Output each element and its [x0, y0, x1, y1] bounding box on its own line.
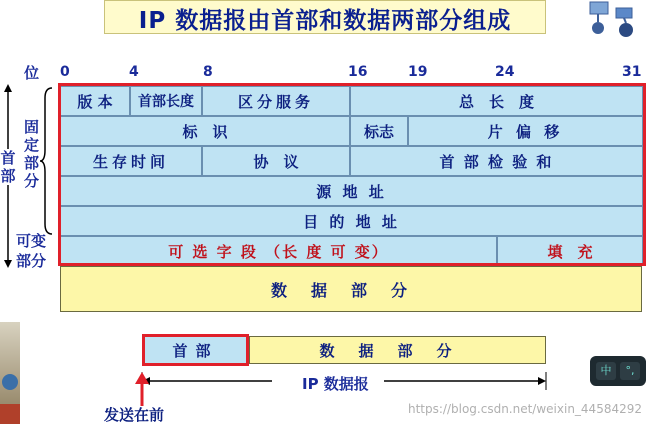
header-side-label: 首部 — [0, 149, 16, 185]
diagram-title: IP 数据报由首部和数据两部分组成 — [138, 8, 512, 34]
bit-axis-label: 位 — [24, 64, 40, 82]
bit-tick: 0 — [60, 64, 70, 80]
variable-part-label-line1: 可变 — [16, 232, 47, 250]
video-thumbnail — [0, 322, 20, 424]
packet-data: 数据部分 — [249, 336, 546, 364]
send-first-arrow — [134, 372, 150, 406]
field-fragment-offset: 片 偏 移 — [408, 116, 643, 146]
field-source-address: 源 地 址 — [60, 176, 643, 206]
field-version: 版 本 — [60, 86, 130, 116]
field-destination-address: 目 的 地 址 — [60, 206, 643, 236]
fixed-part-label: 固定部分 — [24, 118, 40, 190]
field-header-checksum: 首 部 检 验 和 — [350, 146, 643, 176]
packet-label: IP 数据报 — [298, 373, 373, 394]
network-icon — [578, 0, 646, 42]
field-ttl: 生存时间 — [60, 146, 202, 176]
packet-header: 首部 — [142, 334, 249, 366]
header-frame — [58, 83, 646, 266]
bit-tick: 16 — [348, 64, 368, 80]
watermark: https://blog.csdn.net/weixin_44584292 — [407, 402, 642, 416]
send-first-label: 发送在前 — [104, 406, 165, 424]
data-part: 数据部分 — [60, 266, 642, 312]
bit-tick: 8 — [203, 64, 213, 80]
chinese-mode-icon[interactable]: 中 — [596, 362, 616, 380]
field-diffserv: 区分服务 — [202, 86, 350, 116]
bit-tick: 4 — [129, 64, 139, 80]
field-header-length: 首部长度 — [130, 86, 202, 116]
input-method-toolbar[interactable] — [590, 356, 646, 386]
field-protocol: 协 议 — [202, 146, 350, 176]
field-identification: 标 识 — [60, 116, 350, 146]
variable-part-label-line2: 部分 — [16, 252, 47, 270]
field-padding: 填 充 — [497, 236, 643, 266]
punctuation-mode-icon[interactable]: °, — [620, 362, 640, 380]
field-flags: 标志 — [350, 116, 408, 146]
field-options: 可 选 字 段 （长 度 可 变） — [60, 236, 497, 266]
bit-tick: 19 — [408, 64, 428, 80]
bit-tick: 24 — [495, 64, 515, 80]
bit-tick: 31 — [622, 64, 642, 80]
field-total-length: 总 长 度 — [350, 86, 643, 116]
fixed-part-brace — [40, 86, 54, 236]
